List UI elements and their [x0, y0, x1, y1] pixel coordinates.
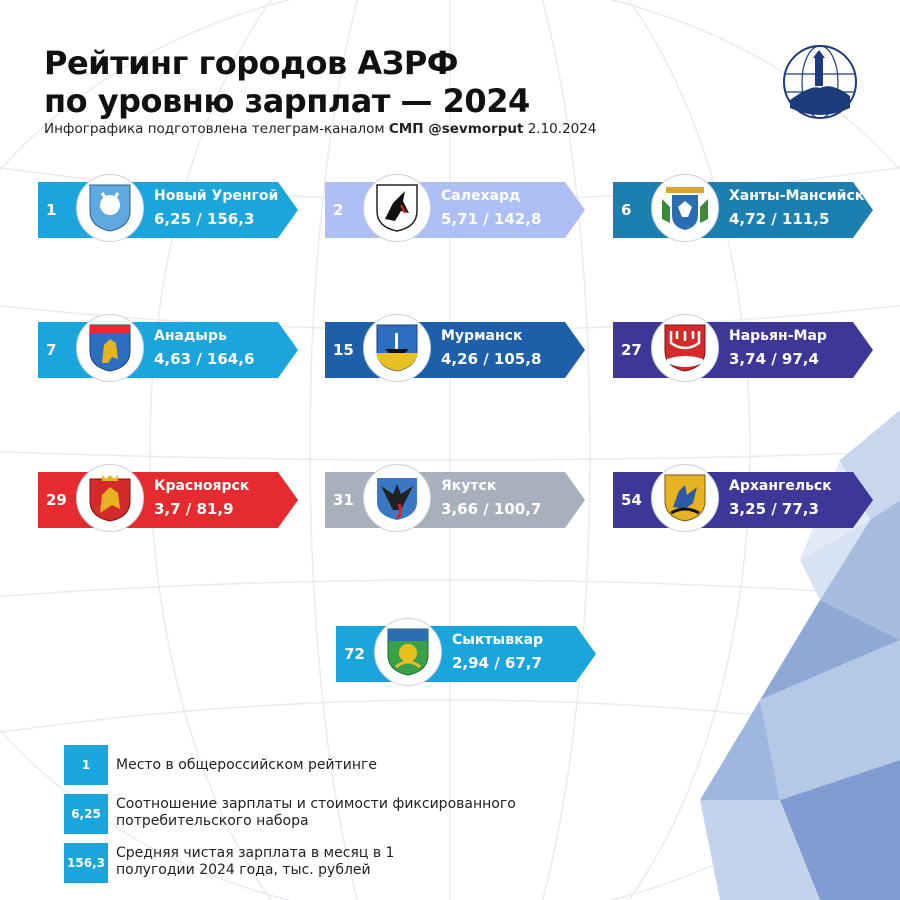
city-values: 3,25 / 77,3 [729, 500, 819, 518]
city-name: Якутск [441, 478, 497, 494]
city-rank: 7 [46, 341, 57, 359]
legend-ratio-box: 6,25 [64, 794, 108, 834]
title-line-2: по уровню зарплат — 2024 [44, 82, 530, 120]
city-card-yakutsk [325, 472, 585, 528]
city-card-novy-urengoy [38, 182, 298, 238]
legend-salary-text: Средняя чистая зарплата в месяц в 1 полугодии 2024 года, тыс. рублей [116, 845, 395, 878]
city-values: 3,74 / 97,4 [729, 350, 819, 368]
archangel-crest-icon [651, 464, 719, 532]
city-card-syktyvkar [336, 626, 596, 682]
city-rank: 1 [46, 201, 57, 219]
globe-lighthouse-logo-icon [782, 44, 858, 120]
city-values: 4,26 / 105,8 [441, 350, 542, 368]
legend-ratio-text: Соотношение зарплаты и стоимости фиксированного потребительского набора [116, 796, 516, 829]
city-card-salekhard [325, 182, 585, 238]
city-rank: 2 [333, 201, 344, 219]
antlers-crest-icon [651, 314, 719, 382]
ship-crest-icon [363, 314, 431, 382]
city-card-krasnoyarsk [38, 472, 298, 528]
legend-rank-box: 1 [64, 745, 108, 785]
legend-salary-box: 156,3 [64, 843, 108, 883]
city-name: Анадырь [154, 328, 227, 344]
city-rank: 54 [621, 491, 642, 509]
crown-crest-icon [651, 174, 719, 242]
city-name: Мурманск [441, 328, 523, 344]
title-line-1: Рейтинг городов АЗРФ [44, 44, 459, 82]
city-name: Салехард [441, 188, 521, 204]
city-values: 4,72 / 111,5 [729, 210, 830, 228]
subtitle [44, 121, 596, 137]
fox-crest-icon [363, 174, 431, 242]
city-values: 5,71 / 142,8 [441, 210, 542, 228]
city-rank: 15 [333, 341, 354, 359]
city-name: Ханты-Мансийск [729, 188, 865, 204]
city-name: Новый Уренгой [154, 188, 279, 204]
city-card-anadyr [38, 322, 298, 378]
page-title [44, 44, 530, 120]
city-rank: 29 [46, 491, 67, 509]
city-values: 2,94 / 67,7 [452, 654, 542, 672]
city-card-khanty-mansiysk [613, 182, 873, 238]
eagle-crest-icon [363, 464, 431, 532]
subtitle-channel: СМП @sevmorput [388, 121, 524, 137]
subtitle-prefix: Инфографика подготовлена телеграм-каналом [44, 121, 389, 137]
city-rank: 27 [621, 341, 642, 359]
city-values: 4,63 / 164,6 [154, 350, 255, 368]
city-name: Сыктывкар [452, 632, 544, 648]
bear-crest-icon [76, 314, 144, 382]
city-name: Красноярск [154, 478, 250, 494]
city-card-naryan-mar [613, 322, 873, 378]
sun-crest-icon [374, 618, 442, 686]
lion-crest-icon [76, 464, 144, 532]
subtitle-date: 2.10.2024 [523, 121, 597, 137]
city-name: Нарьян-Мар [729, 328, 827, 344]
city-rank: 6 [621, 201, 632, 219]
deer-crest-icon [76, 174, 144, 242]
city-values: 3,66 / 100,7 [441, 500, 542, 518]
legend-rank-text: Место в общероссийском рейтинге [116, 757, 378, 773]
city-card-murmansk [325, 322, 585, 378]
city-rank: 72 [344, 645, 365, 663]
city-card-arkhangelsk [613, 472, 873, 528]
city-name: Архангельск [729, 478, 832, 494]
city-rank: 31 [333, 491, 354, 509]
city-values: 6,25 / 156,3 [154, 210, 255, 228]
city-values: 3,7 / 81,9 [154, 500, 234, 518]
